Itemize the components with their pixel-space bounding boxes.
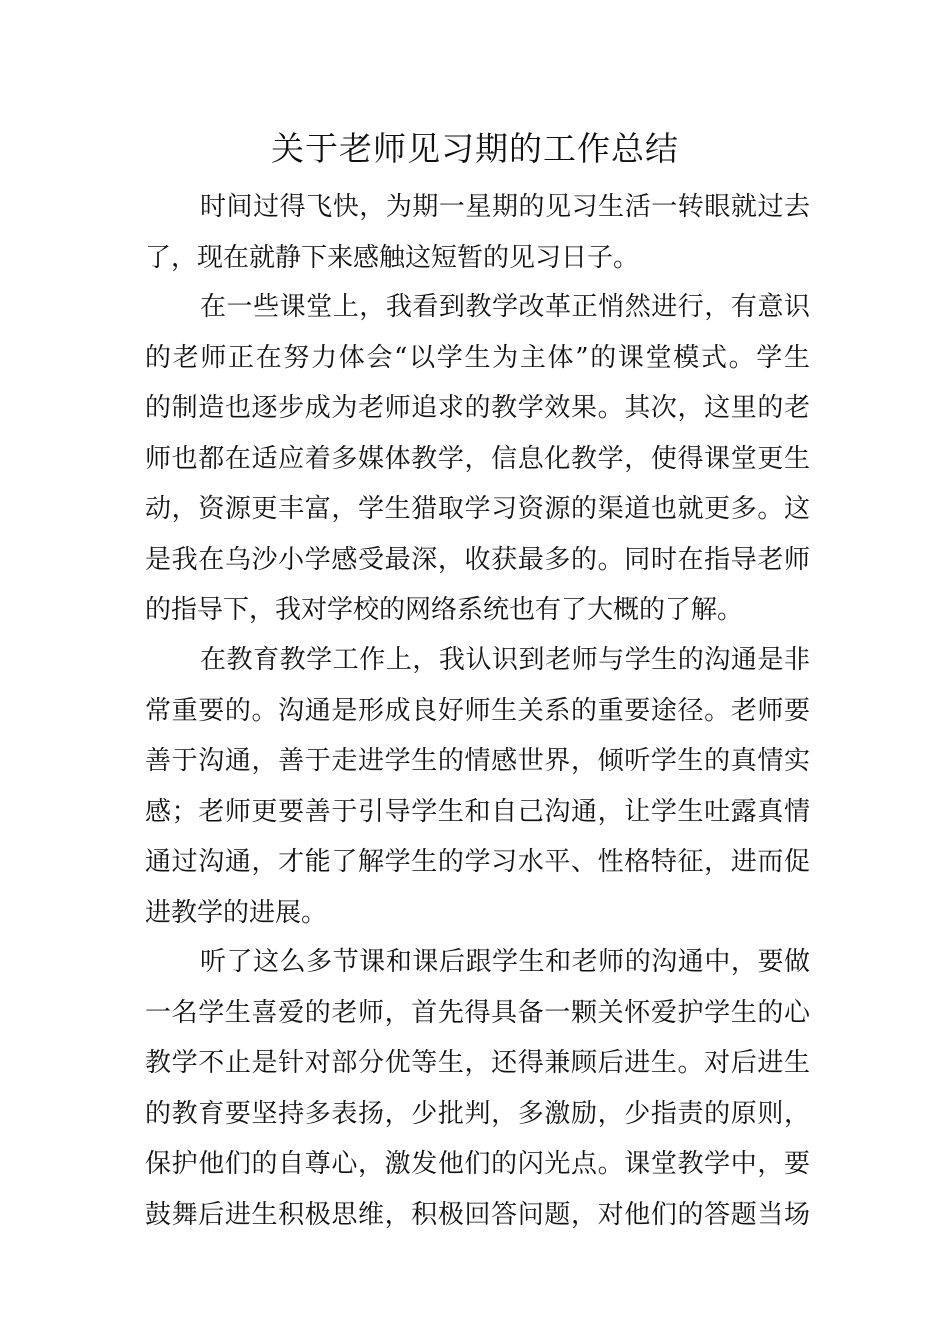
- paragraph-line: 在一些课堂上，我看到教学改革正悄然进行，有意识: [200, 292, 810, 322]
- paragraph-line: 听了这么多节课和课后跟学生和老师的沟通中，要做: [200, 947, 810, 977]
- paragraph-line: 动，资源更丰富，学生猎取学习资源的渠道也就更多。这: [145, 494, 810, 524]
- paragraph-line: 的制造也逐步成为老师追求的教学效果。其次，这里的老: [145, 393, 810, 423]
- paragraph-line: 善于沟通，善于走进学生的情感世界，倾听学生的真情实: [145, 746, 810, 776]
- paragraph-line: 的教育要坚持多表扬，少批判，多激励，少指责的原则，: [145, 1098, 810, 1129]
- paragraph-line: 师也都在适应着多媒体教学，信息化教学，使得课堂更生: [145, 443, 810, 474]
- paragraph-4: [145, 937, 810, 1240]
- paragraph-line: 鼓舞后进生积极思维，积极回答问题，对他们的答题当场: [145, 1199, 810, 1230]
- paragraph-line: 通过沟通，才能了解学生的学习水平、性格特征，进而促: [145, 847, 810, 877]
- paragraph-line: 是我在乌沙小学感受最深，收获最多的。同时在指导老师: [145, 544, 810, 575]
- paragraph-2: [145, 282, 810, 636]
- paragraph-3: [145, 635, 810, 938]
- paragraph-line: 的指导下，我对学校的网络系统也有了大概的了解。: [145, 595, 744, 625]
- paragraph-1: [145, 182, 810, 283]
- paragraph-line: 保护他们的自尊心，激发他们的闪光点。课堂教学中，要: [145, 1149, 810, 1179]
- paragraph-line: 的老师正在努力体会“以学生为主体”的课堂模式。学生: [145, 342, 810, 373]
- paragraph-line: 常重要的。沟通是形成良好师生关系的重要途径。老师要: [145, 695, 810, 726]
- paragraph-line: 了，现在就静下来感触这短暂的见习日子。: [145, 242, 640, 273]
- paragraph-line: 在教育教学工作上，我认识到老师与学生的沟通是非: [200, 645, 810, 675]
- paragraph-line: 教学不止是针对部分优等生，还得兼顾后进生。对后进生: [145, 1048, 810, 1078]
- paragraph-line: 进教学的进展。: [145, 897, 328, 928]
- paragraph-line: 感；老师更要善于引导学生和自己沟通，让学生吐露真情: [145, 796, 810, 827]
- paragraph-line: 一名学生喜爱的老师，首先得具备一颗关怀爱护学生的心: [145, 997, 810, 1028]
- document-title: 关于老师见习期的工作总结: [271, 129, 679, 168]
- paragraph-line: 时间过得飞快，为期一星期的见习生活一转眼就过去: [200, 192, 810, 222]
